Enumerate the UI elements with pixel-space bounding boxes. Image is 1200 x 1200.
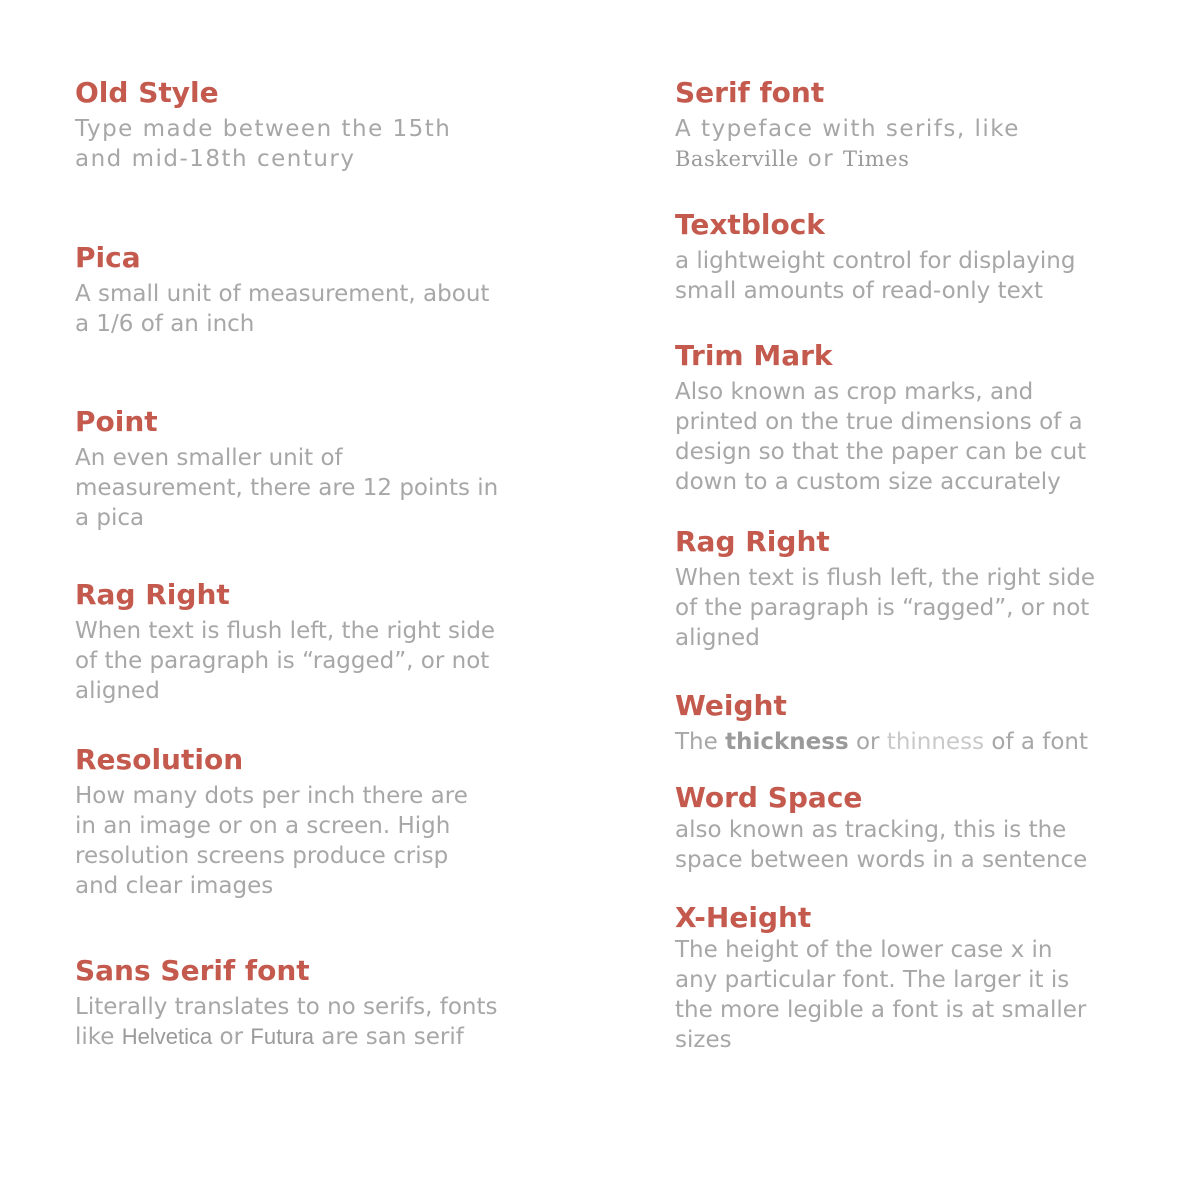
glossary-entry-rag-right: [75, 578, 545, 706]
glossary-entry-sans-serif-font: [75, 954, 545, 1052]
term-definition: How many dots per inch there are in an image or on a screen. High resolution screens produce crisp and clear images: [75, 783, 468, 899]
term-heading: Textblock: [675, 208, 825, 241]
term-heading: Pica: [75, 241, 141, 274]
glossary-entry-weight: [675, 689, 1145, 757]
glossary-entry-resolution: [75, 743, 545, 901]
glossary-entry-pica: [75, 241, 545, 339]
times-sample: Times: [843, 147, 910, 171]
term-definition: A typeface with serifs, like Baskerville or Times: [675, 116, 1020, 172]
term-heading: Word Space: [675, 781, 863, 814]
term-heading: Rag Right: [75, 578, 230, 611]
thin-sample: thinness: [886, 729, 985, 755]
term-definition: Also known as crop marks, and printed on the true dimensions of a design so that the paper can be cut down to a custom size accurately: [675, 379, 1087, 495]
term-definition: When text is flush left, the right side of the paragraph is “ragged”, or not aligned: [675, 565, 1096, 651]
term-definition: The height of the lower case x in any particular font. The larger it is the more legible a font is at smaller sizes: [675, 937, 1087, 1053]
glossary-entry-rag-right-2: [675, 525, 1145, 653]
term-definition: A small unit of measurement, about a 1/6 of an inch: [75, 281, 490, 337]
glossary-entry-trim-mark: [675, 339, 1145, 497]
glossary-entry-old-style: [75, 76, 545, 174]
glossary-entry-serif-font: [675, 76, 1145, 174]
term-heading: Resolution: [75, 743, 244, 776]
term-definition: a lightweight control for displaying small amounts of read-only text: [675, 248, 1076, 304]
term-heading: Point: [75, 405, 158, 438]
term-heading: Serif font: [675, 76, 825, 109]
term-heading: Weight: [675, 689, 787, 722]
helvetica-sample: Helvetica: [121, 1024, 213, 1049]
term-heading: Trim Mark: [675, 339, 833, 372]
term-definition: An even smaller unit of measurement, there are 12 points in a pica: [75, 445, 499, 531]
glossary-entry-textblock: [675, 208, 1145, 306]
term-definition: Type made between the 15th and mid-18th century: [75, 116, 452, 172]
glossary-entry-word-space: [675, 781, 1145, 875]
term-definition: also known as tracking, this is the space between words in a sentence: [675, 817, 1088, 873]
baskerville-sample: Baskerville: [675, 147, 799, 171]
term-heading: Sans Serif font: [75, 954, 310, 987]
glossary-entry-x-height: [675, 901, 1145, 1055]
term-heading: X-Height: [675, 901, 812, 934]
bold-sample: thickness: [725, 729, 849, 755]
term-definition: When text is flush left, the right side of the paragraph is “ragged”, or not aligned: [75, 618, 496, 704]
futura-sample: Futura: [250, 1024, 314, 1049]
term-definition: Literally translates to no serifs, fonts like Helvetica or Futura are san serif: [75, 994, 498, 1050]
term-heading: Old Style: [75, 76, 219, 109]
glossary-entry-point: [75, 405, 545, 533]
term-heading: Rag Right: [675, 525, 830, 558]
term-definition: The thickness or thinness of a font: [675, 729, 1089, 755]
